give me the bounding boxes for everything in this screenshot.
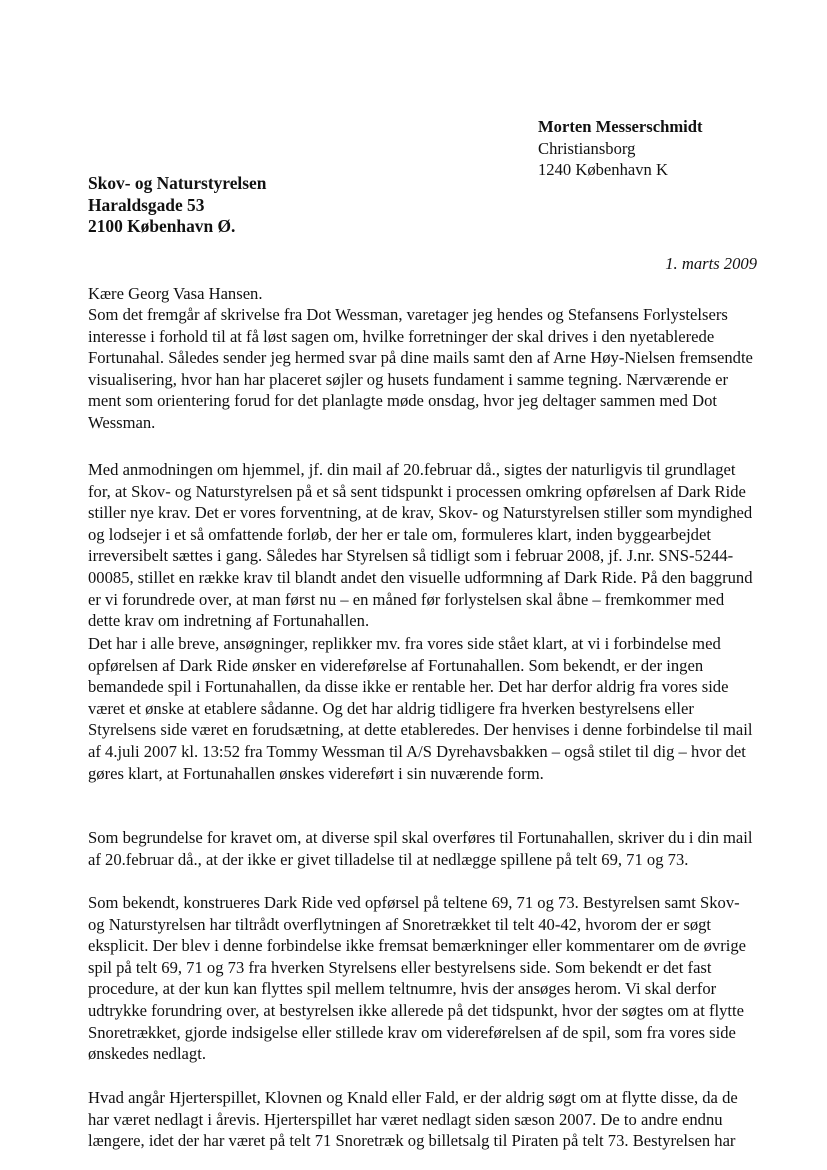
text-line: har været nedlagt i årevis. Hjerterspillet har været nedlagt siden sæson 2007. De to andre endnu [88, 1109, 723, 1129]
paragraph [88, 459, 753, 632]
text-line: Styrelsens side været en forudsætning, at dette etableredes. Der henvises i denne forbindelse til mail [88, 720, 753, 740]
text-line: er vi forundrede over, at man først nu – en måned før forlystelsen skal åbne – fremkommer med [88, 589, 725, 609]
sender-line: 1240 København K [538, 160, 668, 180]
text-line: Snoretrækket, gjorde indsigelse eller stillede krav om videreførelsen af de spil, som fra vores side [88, 1022, 736, 1042]
text-line: ønskedes nedlagt. [88, 1044, 206, 1064]
paragraph [88, 827, 753, 870]
sender-address [538, 116, 703, 181]
text-line: interesse i forhold til at få løst sagen om, hvilke forretninger der skal drives i den nyetablerede [88, 326, 715, 346]
text-line: Hvad angår Hjerterspillet, Klovnen og Knald eller Fald, er der aldrig søgt om at flytte disse, da de [88, 1088, 738, 1107]
recipient-city: 2100 København Ø. [88, 216, 236, 237]
text-line: bemandede spil i Fortunahallen, da disse ikke er rentable her. Det har derfor aldrig fra vores side [88, 677, 729, 697]
text-line: Som det fremgår af skrivelse fra Dot Wessman, varetager jeg hendes og Stefansens Forlystelsers [88, 305, 728, 324]
text-line: af 4.juli 2007 kl. 13:52 fra Tommy Wessman til A/S Dyrehavsbakken – også stilet til dig – hvor det [88, 741, 746, 761]
text-line: procedure, at der kun kan flyttes spil mellem teltnumre, hvis der ansøges herom. Vi skal derfor [88, 979, 717, 999]
sender-line: Christiansborg [538, 138, 636, 158]
text-line: Som begrundelse for kravet om, at diverse spil skal overføres til Fortunahallen, skriver du i din mail [88, 828, 753, 847]
sender-name: Morten Messerschmidt [538, 117, 703, 136]
text-line: Med anmodningen om hjemmel, jf. din mail af 20.februar då., sigtes der naturligvis til grundlaget [88, 460, 736, 479]
paragraph [88, 304, 753, 434]
text-line: spil på telt 69, 71 og 73 fra hverken Styrelsens eller bestyrelsens side. Som bekendt er det fast [88, 957, 712, 977]
text-line: stiller nye krav. Det er vores forventning, at de krav, Skov- og Naturstyrelsen stiller som myndighed [88, 503, 753, 523]
text-line: og lodsejer i et så omfattende forløb, der her er tale om, formuleres klart, inden byggearbejdet [88, 524, 711, 544]
paragraph [88, 892, 746, 1065]
recipient-street: Haraldsgade 53 [88, 194, 205, 215]
text-line: ment som orientering forud for det planlagte møde onsdag, hvor jeg deltager sammen med Dot [88, 391, 718, 411]
text-line: af 20.februar då., at der ikke er givet tilladelse til at nedlægge spillene på telt 69, 71 og 73. [88, 849, 689, 869]
text-line: eksplicit. Der blev i denne forbindelse ikke fremsat bemærkninger eller kommentarer om de øvrige [88, 936, 746, 956]
text-line: Det har i alle breve, ansøgninger, replikker mv. fra vores side stået klart, at vi i forbindelse med [88, 634, 721, 653]
text-line: gøres klart, at Fortunahallen ønskes videreført i sin nuværende form. [88, 763, 544, 783]
salutation: Kære Georg Vasa Hansen. [88, 284, 263, 303]
paragraph [88, 633, 753, 784]
letter-date: 1. marts 2009 [665, 254, 757, 273]
text-line: længere, idet der har været på telt 71 Snoretræk og billetsalg til Piraten på telt 73. Bestyrelsen har [88, 1131, 736, 1151]
text-line: opførelsen af Dark Ride ønsker en videreførelse af Fortunahallen. Som bekendt, er der ingen [88, 655, 704, 675]
text-line: været et ønske at etablere sådanne. Og det har aldrig tidligere fra hverken bestyrelsens eller [88, 698, 694, 718]
paragraph [88, 1087, 738, 1152]
text-line: Som bekendt, konstrueres Dark Ride ved opførsel på teltene 69, 71 og 73. Bestyrelsen samt Skov- [88, 893, 740, 912]
text-line: udtrykke forundring over, at bestyrelsen ikke allerede på det tidspunkt, hvor der søgtes om at flytte [88, 1000, 744, 1020]
recipient-name: Skov- og Naturstyrelsen [88, 173, 267, 193]
text-line: Fortunahal. Således sender jeg hermed svar på dine mails samt den af Arne Høy-Nielsen fremsendte [88, 348, 753, 368]
text-line: dette krav om indretning af Fortunahallen. [88, 611, 370, 631]
text-line: og Naturstyrelsen har tiltrådt overflytningen af Snoretrækket til telt 40-42, hvorom der er søgt [88, 914, 712, 934]
text-line: irreversibelt sættes i gang. Således har Styrelsen så tidligt som i februar 2008, jf. J.nr. SNS-5244- [88, 546, 734, 566]
text-line: Wessman. [88, 412, 156, 432]
recipient-address [88, 173, 266, 238]
text-line: 00085, stillet en række krav til blandt andet den visuelle udformning af Dark Ride. På den baggrund [88, 567, 753, 587]
text-line: for, at Skov- og Naturstyrelsen på et så sent tidspunkt i processen omkring opførelsen af Dark Ride [88, 481, 746, 501]
text-line: visualisering, hvor han har placeret søjler og husets fundament i samme tegning. Nærværende er [88, 369, 729, 389]
